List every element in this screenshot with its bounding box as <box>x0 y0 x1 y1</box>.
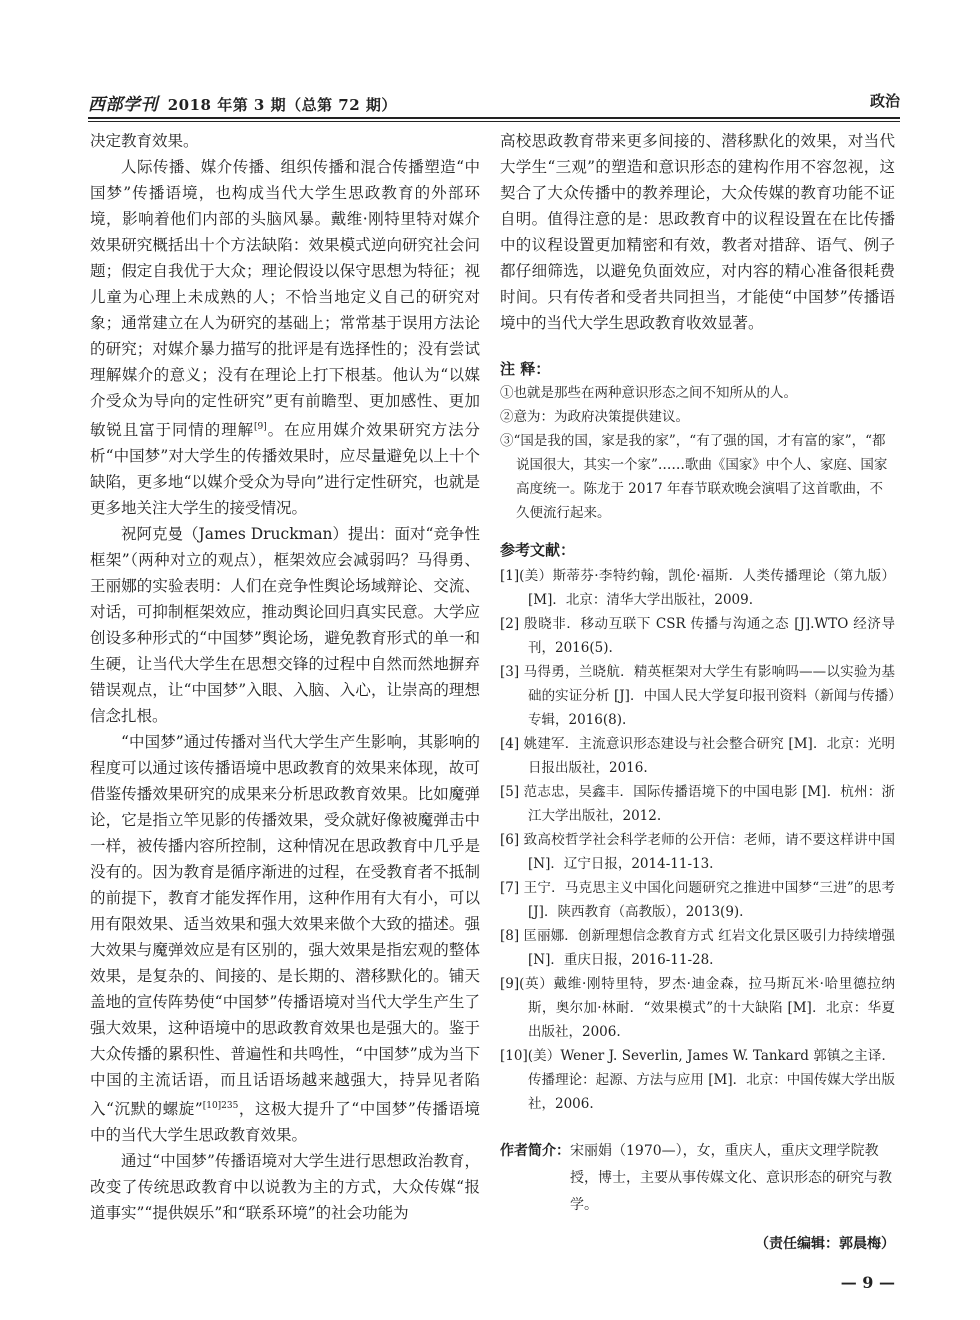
paragraph <box>90 729 480 1148</box>
author-bio <box>500 1138 895 1219</box>
author-text: 宋丽娟（1970—），女，重庆人，重庆文理学院教授，博士，主要从事传媒文化、意识形态的研究与教学。 <box>570 1143 892 1213</box>
journal-info <box>88 90 397 115</box>
paragraph-text: 。在应用媒介效果研究方法分析“中国梦”对大学生的传播效果时，应尽量避免以上十个缺陷，更多地“以媒介受众为导向”进行定性研究，也就是更多地关注大学生的接受情况。 <box>90 421 480 518</box>
reference-item: [1](美）斯蒂芬·李特约翰，凯伦·福斯．人类传播理论（第九版）[M]．北京：清华大学出版社，2009. <box>500 568 895 608</box>
right-column <box>500 128 895 1292</box>
reference-item: [6] 致高校哲学社会科学老师的公开信：老师，请不要这样讲中国 [N]．辽宁日报，2014-11-13. <box>500 832 895 872</box>
author-label: 作者简介： <box>500 1143 570 1159</box>
paragraph-text: 人际传播、媒介传播、组织传播和混合传播塑造“中国梦”传播语境，也构成当代大学生思政教育的外部环境，影响着他们内部的头脑风暴。戴维·刚特里特对媒介效果研究概括出十个方法缺陷：效果模式逆向研究社会问题；假定自我优于大众；理论假设以保守思想为特征；视儿童为心理上未成熟的人；不恰当地定义自己的研究对象；通常建立在人为研究的基础上；常常基于误用方法论的研究；对媒介暴力描写的批评是有选择性的；没有尝试理解媒介的意义；没有在理论上打下根基。他认为“以媒介受众为导向的定性研究”更有前瞻型、更加感性、更加敏锐且富于同情的理解 <box>90 158 480 440</box>
note-item: ①也就是那些在两种意识形态之间不知所从的人。 <box>500 385 797 401</box>
running-header <box>88 88 900 118</box>
citation: [9] <box>254 422 267 432</box>
paragraph: 决定教育效果。 <box>90 132 199 150</box>
header-rule-thin <box>88 121 900 122</box>
paragraph-text: ，这极大提升了“中国梦”传播语境中的当代大学生思政教育效果。 <box>90 1100 480 1145</box>
reference-item: [4] 姚建军．主流意识形态建设与社会整合研究 [M]．北京：光明日报出版社，2016. <box>500 736 895 776</box>
left-column <box>90 128 480 1226</box>
notes-heading: 注 释： <box>500 360 551 378</box>
note-item: ②意为：为政府决策提供建议。 <box>500 409 689 425</box>
reference-item: [7] 王宁．马克思主义中国化问题研究之推进中国梦“三进”的思考 [J]．陕西教育（高教版），2013(9). <box>500 880 895 920</box>
paragraph: 高校思政教育带来更多间接的、潜移默化的效果，对当代大学生“三观”的塑造和意识形态的建构作用不容忽视，这契合了大众传播中的教养理论，大众传媒的教育功能不证自明。值得注意的是：思政教育中的议程设置在在比传播中的议程设置更加精密和有效，教者对措辞、语气、例子都仔细筛选，以避免负面效应，对内容的精心准备很耗费时间。只有传者和受者共同担当，才能使“中国梦”传播语境中的当代大学生思政教育收效显著。 <box>500 132 895 332</box>
citation: [10]235 <box>202 1101 239 1112</box>
references-heading: 参考文献： <box>500 541 576 559</box>
paragraph: 通过“中国梦”传播语境对大学生进行思想政治教育，改变了传统思政教育中以说教为主的方式，大众传媒“报道事实”“提供娱乐”和“联系环境”的社会功能为 <box>90 1152 480 1223</box>
paragraph: 祝阿克曼（James Druckman）提出：面对“竞争性框架”（两种对立的观点），框架效应会减弱吗？马得勇、王丽娜的实验表明：人们在竞争性舆论场域辩论、交流、对话，可抑制框架效应，推动舆论回归真实民意。大学应创设多种形式的“中国梦”舆论场，避免教育形式的单一和生硬，让当代大学生在思想交锋的过程中自然而然地摒弃错误观点，让“中国梦”入眼、入脑、入心，让崇高的理想信念扎根。 <box>90 525 480 726</box>
header-rule <box>88 117 900 119</box>
page-number: — 9 — <box>840 1273 895 1292</box>
journal-name: 西部学刊 <box>88 95 158 115</box>
reference-item: [2] 殷晓非．移动互联下 CSR 传播与沟通之态 [J].WTO 经济导刊，2016(5). <box>500 616 895 656</box>
reference-item: [8] 匡丽娜．创新理想信念教育方式 红岩文化景区吸引力持续增强 [N]．重庆日报，2016-11-28. <box>500 928 895 968</box>
note-item: ③“国是我的国，家是我的家”，“有了强的国，才有富的家”，“都说国很大，其实一个家”……歌曲《国家》中个人、家庭、国家高度统一。陈龙于 2017 年春节联欢晚会演唱了这首歌曲，不久便流行起来。 <box>500 433 888 521</box>
paragraph-text: “中国梦”通过传播对当代大学生产生影响，其影响的程度可以通过该传播语境中思政教育的效果来体现，故可借鉴传播效果研究的成果来分析思政教育效果。比如魔弹论，它是指立竿见影的传播效果，受众就好像被魔弹击中一样，被传播内容所控制，这种情况在思政教育中几乎是没有的。因为教育是循序渐进的过程，在受教育者不抵制的前提下，教育才能发挥作用，这种作用有大有小，可以用有限效果、适当效果和强大效果来做个大致的描述。强大效果与魔弹效应是有区别的，强大效果是指宏观的整体效果，是复杂的、间接的、是长期的、潜移默化的。铺天盖地的宣传阵势使“中国梦”传播语境对当代大学生产生了强大效果，这种语境中的思政教育效果也是强大的。鉴于大众传播的累积性、普遍性和共鸣性，“中国梦”成为当下中国的主流话语，而且话语场越来越强大，持异见者陷入“沉默的螺旋” <box>90 733 480 1119</box>
reference-item: [9](英）戴维·刚特里特，罗杰·迪金森，拉马斯瓦米·哈里德拉纳斯，奥尔加·林耐．“效果模式”的十大缺陷 [M]．北京：华夏出版社，2006. <box>500 976 895 1040</box>
paragraph <box>90 154 480 521</box>
reference-item: [3] 马得勇，兰晓航．精英框架对大学生有影响吗——以实验为基础的实证分析 [J]．中国人民大学复印报刊资料（新闻与传播）专辑，2016(8). <box>500 664 895 728</box>
reference-item: [10](美）Wener J. Severlin, James W. Tankard 郭镇之主译．传播理论：起源、方法与应用 [M]．北京：中国传媒大学出版社，2006. <box>500 1048 895 1112</box>
section-label: 政治 <box>869 92 900 110</box>
editor-credit: （责任编辑：郭晨梅） <box>755 1236 895 1252</box>
issue-info: 2018 年第 3 期（总第 72 期） <box>167 96 397 114</box>
reference-item: [5] 范志忠，吴鑫丰．国际传播语境下的中国电影 [M]．杭州：浙江大学出版社，2012. <box>500 784 895 824</box>
